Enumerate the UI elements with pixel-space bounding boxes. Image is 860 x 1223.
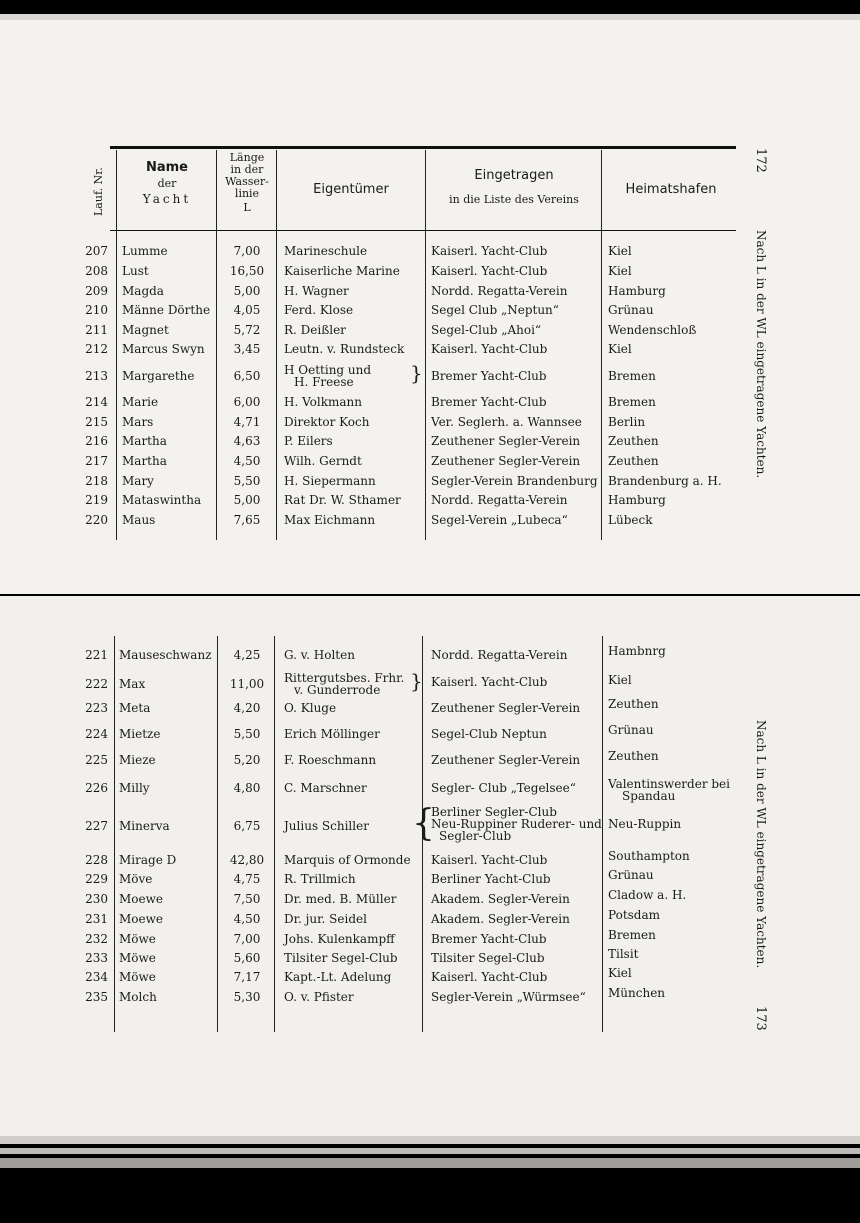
length: 5,30 bbox=[233, 990, 261, 1004]
header-length-line4: linie bbox=[234, 187, 260, 200]
length: 5,50 bbox=[233, 727, 261, 741]
club: Kaiserl. Yacht-Club bbox=[431, 342, 548, 356]
length: 4,75 bbox=[233, 872, 261, 886]
page-stack-edge bbox=[0, 1148, 860, 1154]
header-owner: Eigentümer bbox=[313, 182, 389, 197]
header-registered-line1: Eingetragen bbox=[474, 168, 554, 183]
home-port: Kiel bbox=[608, 244, 632, 258]
length: 5,20 bbox=[233, 753, 261, 767]
row-number: 216 bbox=[85, 434, 108, 448]
header-length-line2: in der bbox=[230, 163, 264, 176]
owner: H. Volkmann bbox=[284, 395, 362, 409]
home-port: Southampton bbox=[608, 849, 690, 863]
yacht-name: Magda bbox=[122, 284, 164, 298]
row-number: 233 bbox=[85, 951, 108, 965]
brace-icon: { bbox=[412, 803, 435, 844]
table-row bbox=[0, 724, 740, 744]
yacht-name: Meta bbox=[119, 701, 151, 715]
header-registered-line2: in die Liste des Vereins bbox=[449, 193, 579, 206]
yacht-name: Molch bbox=[119, 990, 157, 1004]
home-port: Zeuthen bbox=[608, 454, 659, 468]
home-port: Wendenschloß bbox=[608, 323, 697, 337]
row-number: 211 bbox=[85, 323, 108, 337]
row-number: 234 bbox=[85, 970, 108, 984]
owner: Dr. med. B. Müller bbox=[284, 892, 397, 906]
club: Kaiserl. Yacht-Club bbox=[431, 970, 548, 984]
yacht-name: Marcus Swyn bbox=[122, 342, 205, 356]
page-number: 172 bbox=[753, 148, 768, 173]
header-length-line3: Wasser- bbox=[225, 175, 269, 188]
yacht-name: Moewe bbox=[119, 912, 163, 926]
row-number: 207 bbox=[85, 244, 108, 258]
row-number: 221 bbox=[85, 648, 108, 662]
club: Tilsiter Segel-Club bbox=[431, 951, 545, 965]
club: Ver. Seglerh. a. Wannsee bbox=[431, 415, 582, 429]
row-number: 214 bbox=[85, 395, 108, 409]
row-number: 215 bbox=[85, 415, 108, 429]
club: Segel-Club „Ahoi“ bbox=[431, 323, 542, 337]
owner: Erich Möllinger bbox=[284, 727, 380, 741]
yacht-name: Minerva bbox=[119, 819, 170, 833]
side-title: Nach L in der WL eingetragene Yachten. bbox=[754, 720, 768, 969]
club: Segel-Club Neptun bbox=[431, 727, 547, 741]
home-port: Berlin bbox=[608, 415, 646, 429]
club: Segler-Verein „Würmsee“ bbox=[431, 990, 586, 1004]
home-port: Grünau bbox=[608, 723, 654, 737]
owner: Rat Dr. W. Sthamer bbox=[284, 493, 401, 507]
header-length-line1: Länge bbox=[229, 151, 265, 164]
home-port: Hamburg bbox=[608, 493, 666, 507]
row-number: 224 bbox=[85, 727, 108, 741]
home-port: Cladow a. H. bbox=[608, 888, 687, 902]
header-lauf-nr: Lauf. Nr. bbox=[92, 167, 105, 216]
owner: G. v. Holten bbox=[284, 648, 355, 662]
row-number: 226 bbox=[85, 781, 108, 795]
header-homeport: Heimatshafen bbox=[625, 182, 717, 197]
club: Kaiserl. Yacht-Club bbox=[431, 853, 548, 867]
brace-icon: } bbox=[410, 361, 423, 385]
row-number: 210 bbox=[85, 303, 108, 317]
length: 7,17 bbox=[233, 970, 261, 984]
row-number: 217 bbox=[85, 454, 108, 468]
row-number: 235 bbox=[85, 990, 108, 1004]
club: Kaiserl. Yacht-Club bbox=[431, 264, 548, 278]
yacht-name: Mars bbox=[122, 415, 154, 429]
home-port: Hamburg bbox=[608, 284, 666, 298]
owner bbox=[284, 672, 404, 696]
length: 16,50 bbox=[229, 264, 265, 278]
owner: Julius Schiller bbox=[284, 819, 369, 833]
home-port: Kiel bbox=[608, 966, 632, 980]
club: Nordd. Regatta-Verein bbox=[431, 493, 568, 507]
table-row bbox=[0, 804, 740, 848]
home-port: Hambnrg bbox=[608, 644, 666, 658]
length: 7,00 bbox=[233, 932, 261, 946]
club: Zeuthener Segler-Verein bbox=[431, 701, 581, 715]
length: 4,80 bbox=[233, 781, 261, 795]
row-number: 231 bbox=[85, 912, 108, 926]
length: 11,00 bbox=[229, 677, 265, 691]
table-row bbox=[0, 698, 740, 718]
length: 4,05 bbox=[233, 303, 261, 317]
header-name-line1: Name bbox=[145, 160, 188, 175]
length: 5,72 bbox=[233, 323, 261, 337]
table-row bbox=[0, 645, 740, 665]
yacht-name: Lust bbox=[122, 264, 149, 278]
owner-line1: H Oetting und bbox=[284, 363, 372, 377]
length: 6,75 bbox=[233, 819, 261, 833]
row-number: 208 bbox=[85, 264, 108, 278]
owner: Kapt.-Lt. Adelung bbox=[284, 970, 392, 984]
yacht-name: Mirage D bbox=[119, 853, 177, 867]
club-line1: Berliner Segler-Club bbox=[431, 805, 557, 819]
yacht-name: Martha bbox=[122, 434, 167, 448]
club: Bremer Yacht-Club bbox=[431, 932, 547, 946]
club: Zeuthener Segler-Verein bbox=[431, 434, 581, 448]
home-port: Lübeck bbox=[608, 513, 653, 527]
length: 5,50 bbox=[233, 474, 261, 488]
owner: F. Roeschmann bbox=[284, 753, 377, 767]
owner: Kaiserliche Marine bbox=[284, 264, 400, 278]
home-port: Brandenburg a. H. bbox=[608, 474, 722, 488]
owner: H. Siepermann bbox=[284, 474, 376, 488]
club: Zeuthener Segler-Verein bbox=[431, 454, 581, 468]
yacht-name: Möwe bbox=[119, 951, 156, 965]
row-number: 229 bbox=[85, 872, 108, 886]
owner: Wilh. Gerndt bbox=[284, 454, 362, 468]
yacht-name: Max bbox=[119, 677, 146, 691]
club: Kaiserl. Yacht-Club bbox=[431, 244, 548, 258]
club: Segel Club „Neptun“ bbox=[431, 303, 559, 317]
length: 42,80 bbox=[229, 853, 265, 867]
length: 4,50 bbox=[233, 912, 261, 926]
length: 4,71 bbox=[233, 415, 261, 429]
table-row bbox=[0, 750, 740, 770]
length: 4,20 bbox=[233, 701, 261, 715]
home-port: Kiel bbox=[608, 342, 632, 356]
row-number: 219 bbox=[85, 493, 108, 507]
brace-icon: } bbox=[410, 669, 423, 693]
owner: P. Eilers bbox=[284, 434, 333, 448]
table-row bbox=[0, 776, 740, 804]
length: 4,63 bbox=[233, 434, 261, 448]
row-number: 230 bbox=[85, 892, 108, 906]
yacht-name: Mieze bbox=[119, 753, 156, 767]
owner: Ferd. Klose bbox=[284, 303, 354, 317]
yacht-name: Mietze bbox=[119, 727, 161, 741]
home-port: Zeuthen bbox=[608, 434, 659, 448]
yacht-name: Mary bbox=[122, 474, 154, 488]
club: Segler-Verein Brandenburg bbox=[431, 474, 598, 488]
club: Kaiserl. Yacht-Club bbox=[431, 675, 548, 689]
yacht-name: Mataswintha bbox=[122, 493, 202, 507]
club: Bremer Yacht-Club bbox=[431, 395, 547, 409]
home-port: Neu-Ruppin bbox=[608, 817, 682, 831]
row-number: 227 bbox=[85, 819, 108, 833]
club: Bremer Yacht-Club bbox=[431, 369, 547, 383]
owner-line2: H. Freese bbox=[294, 375, 354, 389]
owner-line1: Rittergutsbes. Frhr. bbox=[284, 671, 405, 685]
home-port: Zeuthen bbox=[608, 697, 659, 711]
home-port bbox=[608, 778, 730, 802]
club: Nordd. Regatta-Verein bbox=[431, 284, 568, 298]
length: 6,50 bbox=[233, 369, 261, 383]
home-port: Zeuthen bbox=[608, 749, 659, 763]
club-line2: Neu-Ruppiner Ruderer- und bbox=[431, 817, 602, 831]
row-number: 213 bbox=[85, 369, 108, 383]
owner: Dr. jur. Seidel bbox=[284, 912, 367, 926]
length: 5,60 bbox=[233, 951, 261, 965]
club: Berliner Yacht-Club bbox=[431, 872, 551, 886]
side-title: Nach L in der WL eingetragene Yachten. bbox=[754, 230, 768, 479]
table-row bbox=[0, 987, 740, 1007]
yacht-name: Möve bbox=[119, 872, 153, 886]
header-length-line5: L bbox=[243, 201, 251, 214]
length: 7,00 bbox=[233, 244, 261, 258]
yacht-name: Lumme bbox=[122, 244, 168, 258]
home-port: Kiel bbox=[608, 673, 632, 687]
page-number: 173 bbox=[753, 1006, 768, 1031]
row-number: 232 bbox=[85, 932, 108, 946]
owner: C. Marschner bbox=[284, 781, 367, 795]
owner: Tilsiter Segel-Club bbox=[284, 951, 398, 965]
home-port: Grünau bbox=[608, 303, 654, 317]
row-number: 212 bbox=[85, 342, 108, 356]
owner: H. Wagner bbox=[284, 284, 349, 298]
length: 5,00 bbox=[233, 493, 261, 507]
yacht-name: Möwe bbox=[119, 970, 156, 984]
owner: O. v. Pfister bbox=[284, 990, 354, 1004]
yacht-name: Moewe bbox=[119, 892, 163, 906]
yacht-name: Männe Dörthe bbox=[122, 303, 211, 317]
length: 7,50 bbox=[233, 892, 261, 906]
club: Segler- Club „Tegelsee“ bbox=[431, 781, 576, 795]
length: 7,65 bbox=[233, 513, 261, 527]
row-number: 225 bbox=[85, 753, 108, 767]
length: 3,45 bbox=[233, 342, 261, 356]
length: 4,25 bbox=[233, 648, 261, 662]
owner: Johs. Kulenkampff bbox=[284, 932, 395, 946]
home-port: Bremen bbox=[608, 395, 656, 409]
length: 5,00 bbox=[233, 284, 261, 298]
club: Segel-Verein „Lubeca“ bbox=[431, 513, 568, 527]
row-number: 218 bbox=[85, 474, 108, 488]
yacht-name: Möwe bbox=[119, 932, 156, 946]
club: Nordd. Regatta-Verein bbox=[431, 648, 568, 662]
home-port: Bremen bbox=[608, 369, 656, 383]
yacht-name: Milly bbox=[119, 781, 150, 795]
yacht-name: Magnet bbox=[122, 323, 169, 337]
home-port-line2: Spandau bbox=[622, 789, 676, 803]
yacht-name: Martha bbox=[122, 454, 167, 468]
owner: Max Eichmann bbox=[284, 513, 376, 527]
club: Akadem. Segler-Verein bbox=[431, 912, 570, 926]
owner: O. Kluge bbox=[284, 701, 337, 715]
club-line3: Segler-Club bbox=[439, 829, 512, 843]
owner: Marineschule bbox=[284, 244, 368, 258]
club: Akadem. Segler-Verein bbox=[431, 892, 570, 906]
owner: Leutn. v. Rundsteck bbox=[284, 342, 405, 356]
home-port: Potsdam bbox=[608, 908, 661, 922]
home-port: Grünau bbox=[608, 868, 654, 882]
yacht-name: Maus bbox=[122, 513, 156, 527]
page-stack-edge bbox=[0, 1158, 860, 1168]
home-port: München bbox=[608, 986, 666, 1000]
owner-line2: v. Gunderrode bbox=[294, 683, 381, 697]
club: Zeuthener Segler-Verein bbox=[431, 753, 581, 767]
length: 6,00 bbox=[233, 395, 261, 409]
home-port: Tilsit bbox=[608, 947, 639, 961]
home-port: Bremen bbox=[608, 928, 656, 942]
yacht-name: Margarethe bbox=[122, 369, 195, 383]
club bbox=[431, 806, 602, 842]
row-number: 222 bbox=[85, 677, 108, 691]
home-port: Kiel bbox=[608, 264, 632, 278]
owner: Marquis of Ormonde bbox=[284, 853, 411, 867]
row-number: 228 bbox=[85, 853, 108, 867]
yacht-name: Marie bbox=[122, 395, 159, 409]
owner: R. Deißler bbox=[284, 323, 346, 337]
row-number: 209 bbox=[85, 284, 108, 298]
length: 4,50 bbox=[233, 454, 261, 468]
yacht-name: Mauseschwanz bbox=[119, 648, 212, 662]
home-port-line1: Valentinswerder bei bbox=[608, 777, 730, 791]
owner: R. Trillmich bbox=[284, 872, 356, 886]
row-number: 220 bbox=[85, 513, 108, 527]
row-number: 223 bbox=[85, 701, 108, 715]
owner: Direktor Koch bbox=[284, 415, 370, 429]
header-name-line2: der bbox=[157, 177, 177, 190]
header-name-line3: Yacht bbox=[142, 192, 192, 206]
